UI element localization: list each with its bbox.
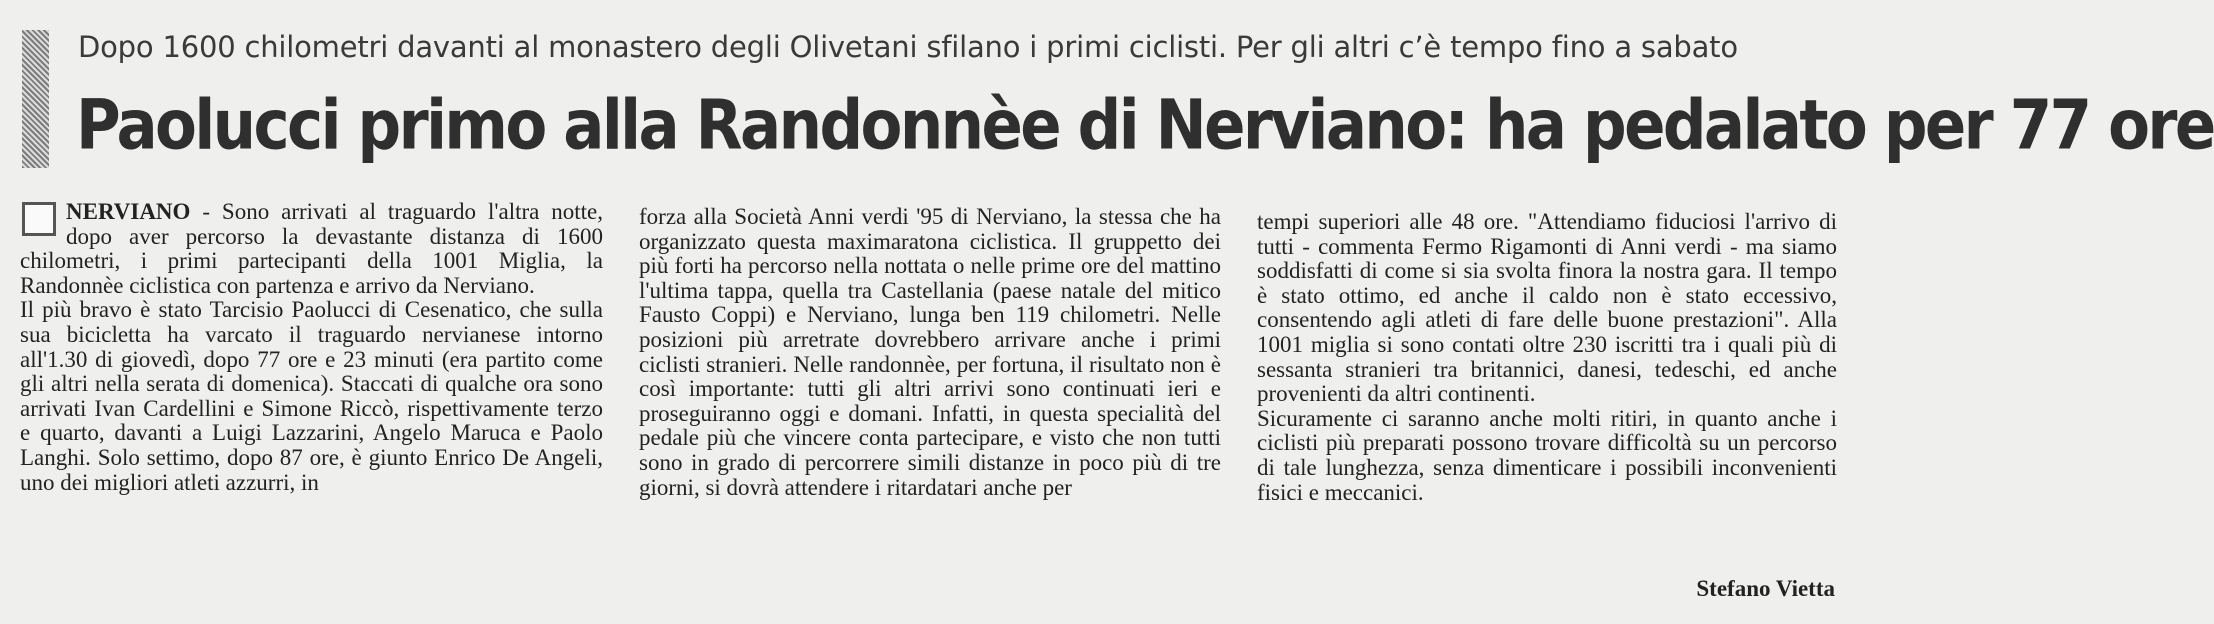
article-column-1 <box>20 200 603 495</box>
article-column-3 <box>1257 210 1837 505</box>
column-2-paragraph: forza alla Società Anni verdi '95 di Nerviano, la stessa che ha organizzato questa maximaratona ciclistica. Il gruppetto dei più forti ha percorso nella nottata o nelle prime ore del mattino l'ultima tappa, quella tra Castellania (paese natale del mitico Fausto Coppi) e Nerviano, lunga ben 119 chilometri. Nelle posizioni più arretrate dovrebbero arrivare anche i primi ciclisti stranieri. Nelle randonnèe, per fortuna, il risultato non è così importante: tutti gli altri arrivi sono continuati ieri e proseguiranno oggi e domani. Infatti, in questa specialità del pedale più che vincere conta partecipare, e visto che non tutti sono in grado di percorrere simili distanze in poco più di tre giorni, si dovrà attendere i ritardatari anche per <box>639 204 1221 500</box>
column-1-paragraph-2: Il più bravo è stato Tarcisio Paolucci di Cesenatico, che sulla sua bicicletta ha varcato il traguardo nervianese intorno all'1.30 di giovedì, dopo 77 ore e 23 minuti (era partito come gli altri nella serata di domenica). Staccati di qualche ora sono arrivati Ivan Cardellini e Simone Riccò, rispettivamente terzo e quarto, davanti a Luigi Lazzarini, Angelo Maruca e Paolo Langhi. Solo settimo, dopo 87 ore, è giunto Enrico De Angeli, uno dei migliori atleti azzurri, in <box>20 297 603 495</box>
column-3-paragraph-2: Sicuramente ci saranno anche molti ritiri, in quanto anche i ciclisti più preparati possono trovare difficoltà su un percorso di tale lunghezza, senza dimenticare i possibili inconvenienti fisici e meccanici. <box>1257 405 1837 505</box>
author-byline: Stefano Vietta <box>1696 576 1835 601</box>
kicker-accent-bar <box>22 30 49 168</box>
column-3-paragraph-1: tempi superiori alle 48 ore. "Attendiamo fiduciosi l'arrivo di tutti - commenta Fermo Rigamonti di Anni verdi - ma siamo soddisfatti di come si sia svolta finora la nostra gara. Il tempo è stato ottimo, ed anche il caldo non è stato eccessivo, consentendo agli atleti di fare delle buone prestazioni". Alla 1001 miglia si sono contati oltre 230 iscritti tra i quali più di sessanta stranieri tra britannici, danesi, tedeschi, ed anche provenienti da altri continenti. <box>1257 209 1837 407</box>
drop-square-icon <box>22 202 56 236</box>
column-1-paragraph-1 <box>20 200 603 298</box>
article-kicker: Dopo 1600 chilometri davanti al monastero degli Olivetani sfilano i primi ciclisti. Per gli altri c’è tempo fino a sabato <box>78 30 1738 64</box>
article-column-2 <box>639 205 1221 500</box>
lead-text: - Sono arrivati al traguardo l'altra notte, dopo aver percorso la devastante distanza di 1600 chilometri, i primi partecipanti della 1001 Miglia, la Randonnèe ciclistica con partenza e arrivo da Nerviano. <box>20 199 603 298</box>
dateline: NERVIANO <box>66 199 191 224</box>
article-headline: Paolucci primo alla Randonnèe di Nerviano: ha pedalato per 77 ore <box>76 86 2214 166</box>
